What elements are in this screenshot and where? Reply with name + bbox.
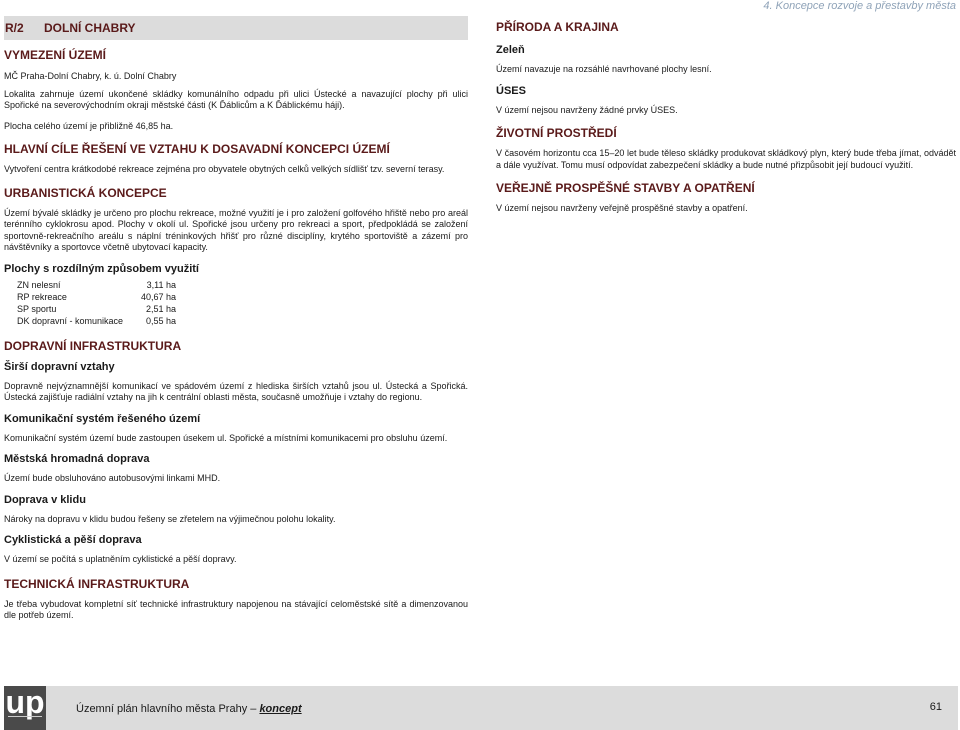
logo-lettering: up [5, 684, 45, 720]
chapter-header [4, 16, 468, 40]
area-name: SP sportu [17, 303, 57, 314]
section-goals-title: HLAVNÍ CÍLE ŘEŠENÍ VE VZTAHU K DOSAVADNÍ KONCEPCI ÚZEMÍ [4, 142, 390, 156]
greenery-title: Zeleň [496, 44, 525, 56]
section-public-works-title: VEŘEJNĚ PROSPĚŠNÉ STAVBY A OPATŘENÍ [496, 181, 755, 195]
chapter-number: R/2 [5, 21, 24, 35]
wider-relations-title: Širší dopravní vztahy [4, 360, 115, 373]
road-system-text: Komunikační systém území bude zastoupen úsekem ul. Spořické a místními komunikacemi pro obsluhu území. [4, 432, 448, 443]
tech-text: Je třeba vybudovat kompletní síť technické infrastruktury napojenou na stávající celoměstské sítě a dimenzovanou dle potřeb území. [4, 598, 468, 620]
environment-text: V časovém horizontu cca 15–20 let bude těleso skládky produkovat skládkový plyn, který bude třeba jímat, odvádět a dále využívat. Tomu musí odpovídat zabezpečení skládky a bude nutné přizpůsobit její budoucí využití. [496, 148, 956, 170]
running-header: 4. Koncepce rozvoje a přestavby města [763, 0, 956, 12]
footer-title-emphasis: koncept [259, 703, 302, 715]
area-value: 2,51 ha [145, 303, 176, 314]
uses-title: ÚSES [496, 84, 526, 97]
section-transport-title: DOPRAVNÍ INFRASTRUKTURA [4, 338, 182, 353]
district-text: MČ Praha-Dolní Chabry, k. ú. Dolní Chabry [4, 71, 177, 81]
area-text: Plocha celého území je přibližně 46,85 ha. [4, 120, 174, 131]
static-traffic-title: Doprava v klidu [4, 493, 86, 506]
logo-underline [8, 716, 42, 724]
chapter-title: DOLNÍ CHABRY [44, 21, 136, 35]
section-nature-title: PŘÍRODA A KRAJINA [496, 20, 619, 34]
area-name: DK dopravní - komunikace [17, 315, 124, 326]
section-tech-title: TECHNICKÁ INFRASTRUKTURA [4, 576, 190, 591]
section-environment-title: ŽIVOTNÍ PROSTŘEDÍ [496, 126, 617, 140]
right-column [496, 16, 956, 215]
left-column [4, 16, 468, 622]
areas-title: Plochy s rozdílným způsobem využití [4, 262, 199, 275]
up-logo-icon [4, 686, 46, 730]
uses-text: V území nejsou navrženy žádné prvky ÚSES. [496, 104, 678, 115]
road-system-title: Komunikační systém řešeného území [4, 412, 201, 425]
public-works-text: V území nejsou navrženy veřejně prospěšné stavby a opatření. [496, 203, 748, 213]
footer-title-prefix: Územní plán hlavního města Prahy – [76, 703, 260, 715]
wider-relations-text: Dopravně nejvýznamnější komunikací ve spádovém území z hlediska širších vztahů jsou ul. Ústecká a Spořická. Ústecká zajišťuje radiální vztahy na jih k centrální oblasti města, současně umožňuje i vztahy do regionu. [4, 380, 468, 402]
greenery-text: Území navazuje na rozsáhlé navrhované plochy lesní. [496, 64, 712, 74]
table-row [17, 279, 176, 291]
area-value: 3,11 ha [146, 279, 176, 290]
area-value: 40,67 ha [140, 291, 176, 302]
section-urban-title: URBANISTICKÁ KONCEPCE [4, 185, 167, 200]
section-vymezeni-title: VYMEZENÍ ÚZEMÍ [4, 48, 107, 62]
areas-table [17, 279, 176, 327]
urban-text: Území bývalé skládky je určeno pro plochu rekreace, možné využití je i pro založení golfového hřiště nebo pro areál terénního cyklokrosu apod. Plochy v okolí ul. Spořické jsou určeny pro rekreaci a sport, předpokládá se založení sportovně-rekreačního areálu s náplní tréninkových hřišť pro různé disciplíny, krytého sportoviště a zázemí pro návštěvníky a sportovce včetně ubytovací kapacity. [4, 207, 468, 252]
mhd-title: Městská hromadná doprava [4, 453, 150, 465]
goals-text: Vytvoření centra krátkodobé rekreace zejména pro obyvatele obytných celků velkých sídlišť tzv. severní terasy. [4, 164, 445, 174]
cycling-text: V území se počítá s uplatněním cyklistické a pěší dopravy. [4, 554, 237, 564]
table-row [17, 291, 176, 303]
table-row [17, 303, 176, 315]
page-number: 61 [929, 701, 942, 713]
cycling-title: Cyklistická a pěší doprava [4, 534, 142, 546]
area-name: ZN nelesní [17, 279, 61, 290]
static-traffic-text: Nároky na dopravu v klidu budou řešeny se zřetelem na výjimečnou polohu lokality. [4, 513, 336, 524]
footer-title [76, 703, 302, 715]
footer-bar [4, 686, 958, 730]
location-text: Lokalita zahrnuje území ukončené skládky komunálního odpadu při ulici Ústecké a navazující plochy při ulici Spořické na severovýchodním okraji městské části (K Ďáblicům a K Ďáblickému háji). [4, 88, 468, 110]
mhd-text: Území bude obsluhováno autobusovými linkami MHD. [4, 473, 221, 483]
area-value: 0,55 ha [145, 315, 176, 326]
table-row [17, 315, 176, 327]
area-name: RP rekreace [17, 291, 67, 302]
